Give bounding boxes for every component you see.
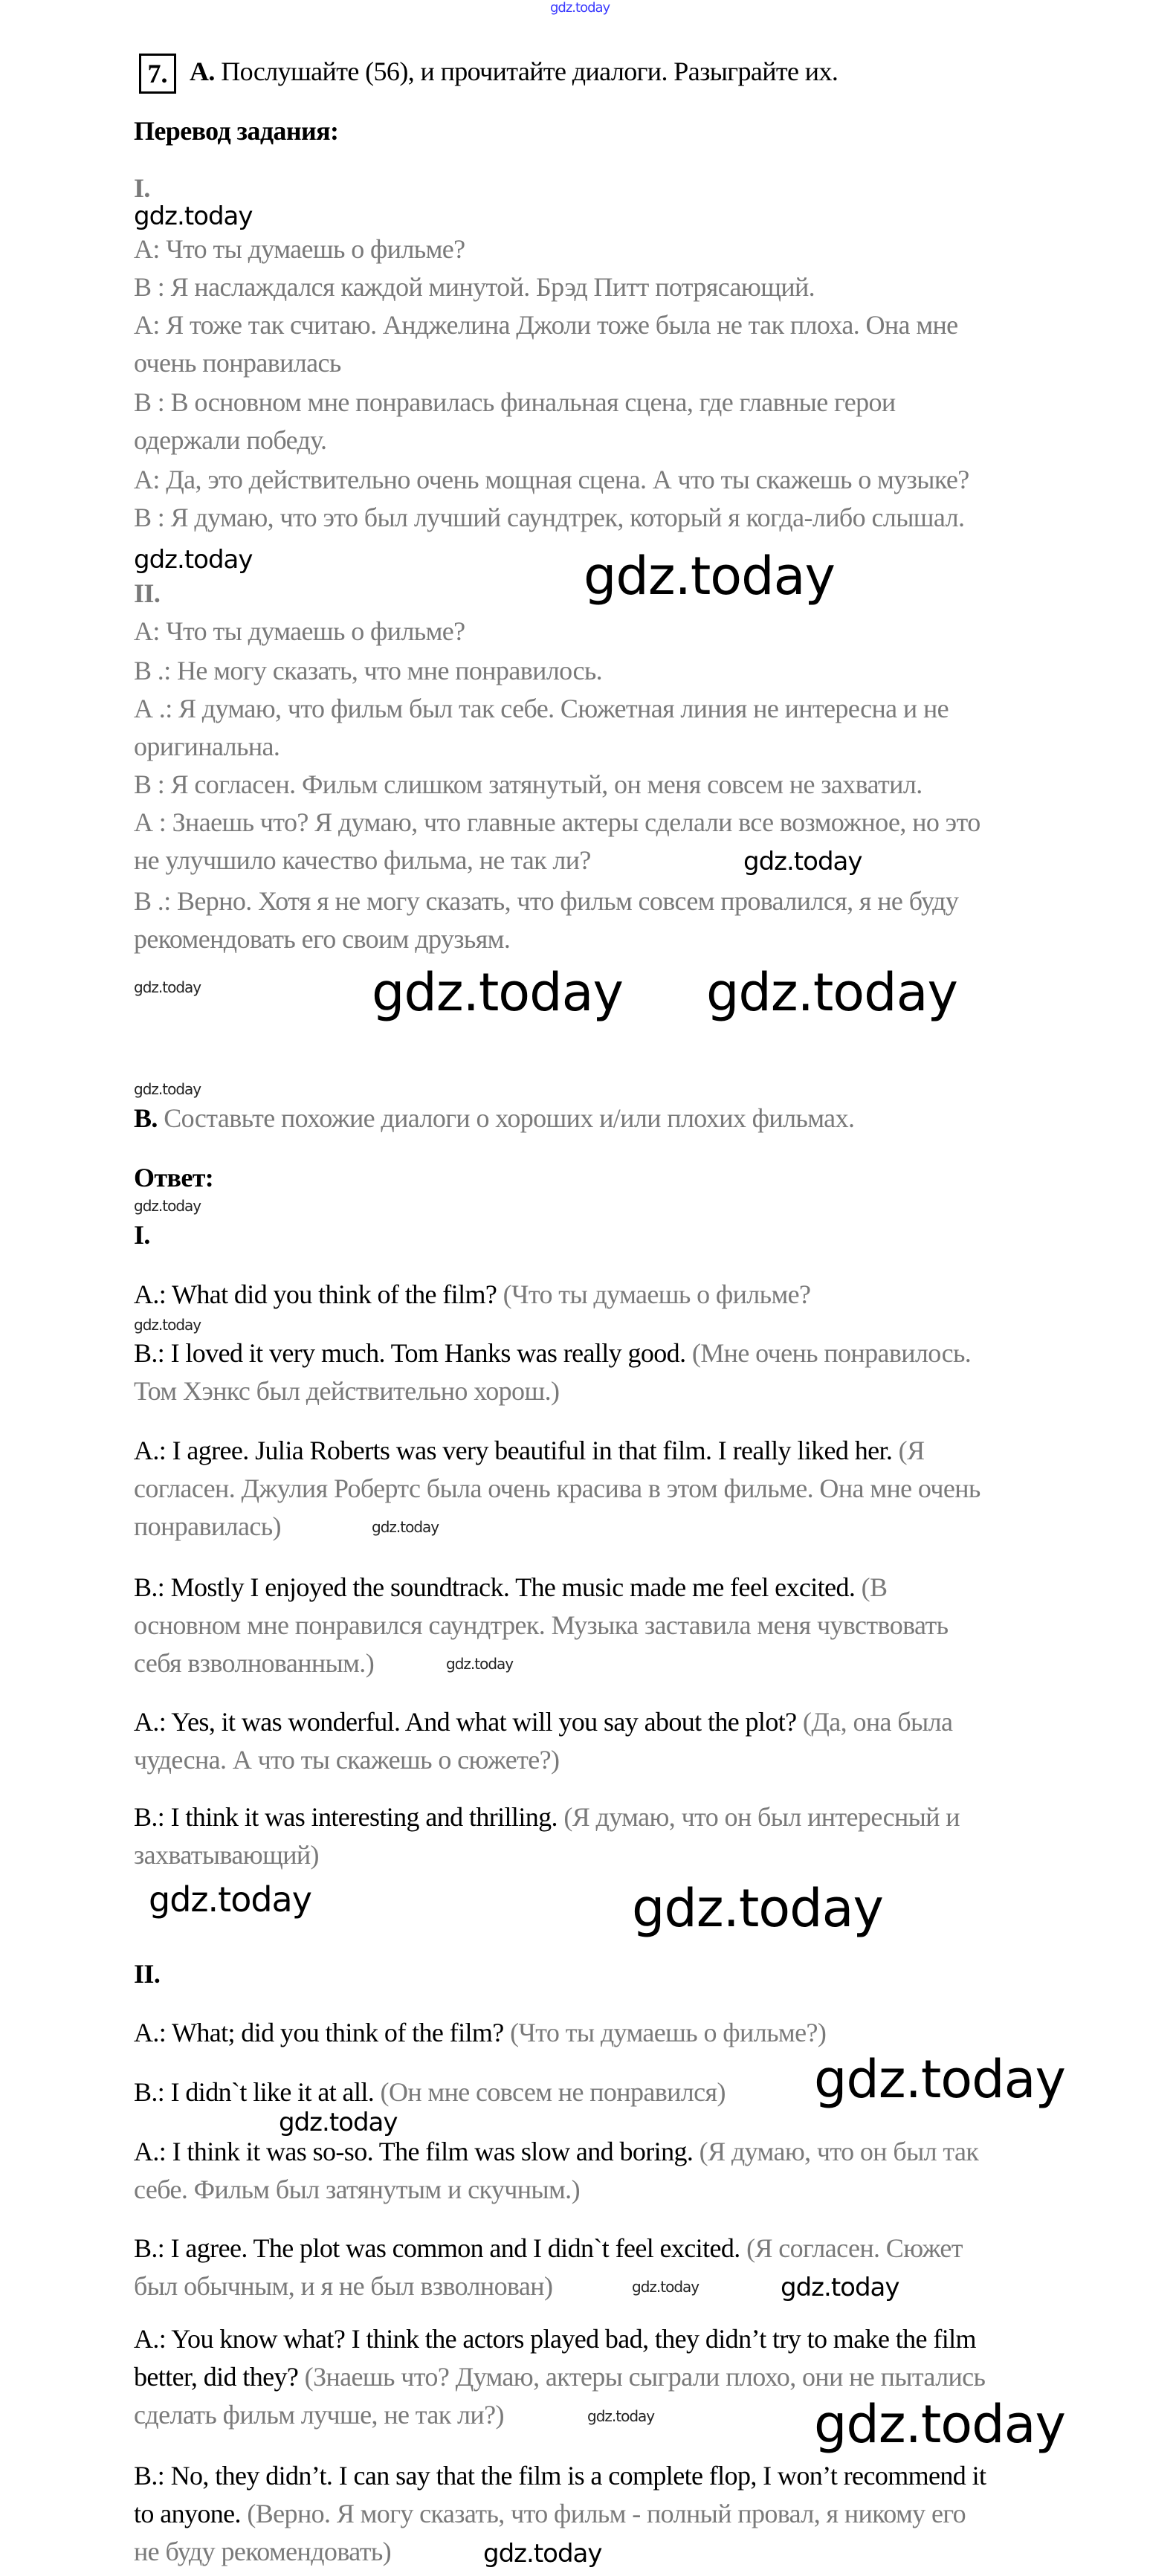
watermark: gdz.today bbox=[134, 201, 253, 231]
english-text: B.: I think it was interesting and thrilling. bbox=[134, 1802, 558, 1832]
answer-line bbox=[134, 1276, 1115, 1314]
english-text: A.: I agree. Julia Roberts was very beautiful in that film. I really liked her. bbox=[134, 1436, 893, 1465]
dialog-line: В : Я согласен. Фильм слишком затянутый, он меня совсем не захватил. bbox=[134, 769, 923, 799]
part-label: А. bbox=[190, 57, 215, 86]
exercise-heading bbox=[190, 53, 1171, 91]
answer-1-title: I. bbox=[134, 1220, 150, 1250]
english-text: B.: I didn`t like it at all. bbox=[134, 2077, 375, 2107]
english-text: A.: What; did you think of the film? bbox=[134, 2018, 504, 2047]
watermark: gdz.today bbox=[134, 1197, 201, 1215]
watermark: gdz.today bbox=[134, 978, 201, 996]
dialog-line: А : Знаешь что? Я думаю, что главные актеры сделали все возможное, но это не улучшило качество фильма, не так ли? bbox=[134, 807, 980, 875]
watermark: gdz.today bbox=[632, 2278, 700, 2296]
watermark: gdz.today bbox=[814, 2394, 1065, 2455]
dialog-2-title: II. bbox=[134, 578, 161, 608]
english-text: B.: Mostly I enjoyed the soundtrack. The music made me feel excited. bbox=[134, 1572, 856, 1602]
answer-line bbox=[134, 1798, 1115, 1874]
watermark: gdz.today bbox=[372, 1518, 439, 1536]
answer-line bbox=[134, 2014, 1115, 2052]
watermark: gdz.today bbox=[632, 1878, 883, 1939]
russian-translation: (Да, она была чудесна. А что ты скажешь о сюжете?) bbox=[134, 1707, 953, 1775]
dialog-1-title: I. bbox=[134, 173, 150, 203]
russian-translation: (Я думаю, что он был так себе. Фильм был затянутым и скучным.) bbox=[134, 2137, 979, 2204]
translation-title: Перевод задания: bbox=[134, 116, 339, 146]
russian-translation: (В основном мне понравился саундтрек. Музыка заставила меня чувствовать себя взволнованным.) bbox=[134, 1572, 949, 1678]
watermark: gdz.today bbox=[134, 1080, 201, 1098]
dialog-line: В : Я наслаждался каждой минутой. Брэд Питт потрясающий. bbox=[134, 272, 815, 302]
watermark: gdz.today bbox=[446, 1655, 514, 1673]
dialog-line: В : В основном мне понравилась финальная сцена, где главные герои одержали победу. bbox=[134, 387, 896, 455]
watermark: gdz.today bbox=[279, 2108, 398, 2137]
dialog-line: В .: Верно. Хотя я не могу сказать, что фильм совсем провалился, я не буду рекомендовать его своим друзьям. bbox=[134, 886, 959, 954]
russian-translation: (Знаешь что? Думаю, актеры сыграли плохо, они не пытались сделать фильм лучше, не так ли?) bbox=[134, 2362, 986, 2430]
watermark: gdz.today bbox=[814, 2049, 1065, 2110]
dialog-line: А: Да, это действительно очень мощная сцена. А что ты скажешь о музыке? bbox=[134, 465, 969, 494]
answer-line bbox=[134, 1703, 1115, 1779]
task-b bbox=[134, 1100, 1115, 1137]
watermark: gdz.today bbox=[706, 962, 957, 1023]
dialog-line: В .: Не могу сказать, что мне понравилось. bbox=[134, 656, 603, 685]
answer-line bbox=[134, 2073, 1115, 2111]
exercise-text: Послушайте (56), и прочитайте диалоги. Разыграйте их. bbox=[214, 57, 839, 86]
english-text: B.: No, they didn’t. I can say that the film is a complete flop, I won’t recommend it to anyone. bbox=[134, 2461, 986, 2528]
task-b-label: B. bbox=[134, 1103, 158, 1133]
watermark: gdz.today bbox=[134, 1316, 201, 1334]
english-text: A.: I think it was so-so. The film was slow and boring. bbox=[134, 2137, 694, 2166]
watermark: gdz.today bbox=[743, 847, 862, 877]
watermark-top: gdz.today bbox=[550, 0, 610, 16]
english-text: A.: What did you think of the film? bbox=[134, 1279, 497, 1309]
english-text: A.: You know what? I think the actors played bad, they didn’t try to make the film better, did they? bbox=[134, 2324, 976, 2392]
answer-line bbox=[134, 1334, 1115, 1410]
watermark: gdz.today bbox=[584, 546, 835, 607]
russian-translation: (Мне очень понравилось. Том Хэнкс был действительно хорош.) bbox=[134, 1338, 972, 1406]
watermark: gdz.today bbox=[134, 545, 253, 575]
dialog-line: A: Что ты думаешь о фильме? bbox=[134, 616, 465, 646]
watermark: gdz.today bbox=[587, 2407, 655, 2425]
watermark: gdz.today bbox=[149, 1879, 311, 1920]
watermark: gdz.today bbox=[372, 962, 623, 1023]
task-b-text: Составьте похожие диалоги о хороших и/или плохих фильмах. bbox=[157, 1103, 855, 1133]
answer-line bbox=[134, 1569, 1115, 1682]
english-text: A.: Yes, it was wonderful. And what will you say about the plot? bbox=[134, 1707, 797, 1737]
answer-line bbox=[134, 2230, 1115, 2305]
answer-line bbox=[134, 2320, 1115, 2434]
dialog-line: А: Я тоже так считаю. Анджелина Джоли тоже была не так плоха. Она мне очень понравилась bbox=[134, 310, 958, 378]
russian-translation: (Я согласен. Джулия Робертс была очень красива в этом фильме. Она мне очень понравилась) bbox=[134, 1436, 980, 1541]
english-text: B.: I loved it very much. Tom Hanks was really good. bbox=[134, 1338, 686, 1368]
exercise-number: 7. bbox=[139, 54, 176, 94]
russian-translation: (Он мне совсем не понравился) bbox=[374, 2077, 726, 2107]
answer-title: Ответ: bbox=[134, 1163, 214, 1192]
russian-translation: (Я согласен. Сюжет был обычным, и я не был взволнован) bbox=[134, 2233, 963, 2301]
watermark: gdz.today bbox=[781, 2273, 899, 2302]
dialog-line: A: Что ты думаешь о фильме? bbox=[134, 234, 465, 264]
answer-line bbox=[134, 1432, 1115, 1546]
answer-line bbox=[134, 2457, 1115, 2571]
russian-translation: (Что ты думаешь о фильме?) bbox=[503, 2018, 827, 2047]
russian-translation: (Верно. Я могу сказать, что фильм - полный провал, я никому его не буду рекомендовать) bbox=[134, 2499, 966, 2566]
russian-translation: (Я думаю, что он был интересный и захватывающий) bbox=[134, 1802, 960, 1870]
russian-translation: (Что ты думаешь о фильме? bbox=[497, 1279, 811, 1309]
dialog-line: А .: Я думаю, что фильм был так себе. Сюжетная линия не интересна и не оригинальна. bbox=[134, 694, 949, 761]
dialog-line: В : Я думаю, что это был лучший саундтрек, который я когда-либо слышал. bbox=[134, 503, 965, 532]
answer-2-title: II. bbox=[134, 1959, 161, 1989]
watermark: gdz.today bbox=[483, 2539, 602, 2569]
answer-line bbox=[134, 2133, 1115, 2209]
english-text: B.: I agree. The plot was common and I didn`t feel excited. bbox=[134, 2233, 740, 2263]
